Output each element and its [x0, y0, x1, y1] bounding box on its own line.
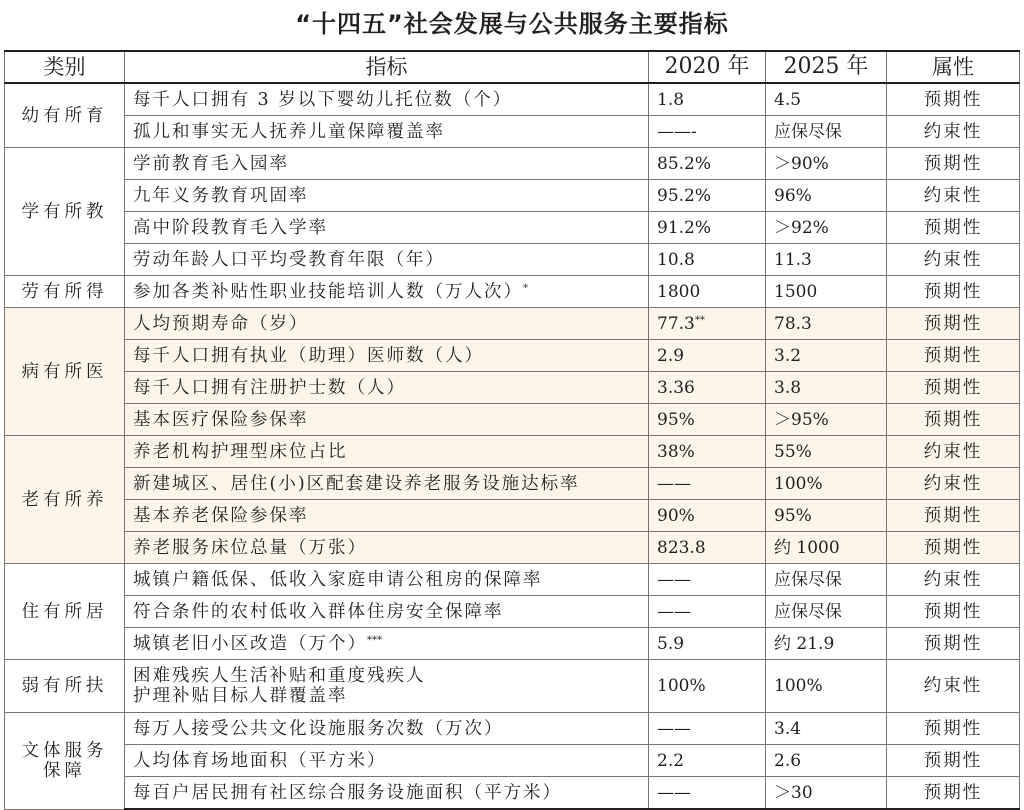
- indicator-text: 每千人口拥有执业（助理）医师数（人）: [133, 345, 484, 366]
- value-2020: ——-: [657, 121, 697, 142]
- value-2020: 95%: [657, 409, 695, 430]
- value-2025-cell: ＞30: [766, 777, 887, 810]
- indicator-text: 基本医疗保险参保率: [133, 409, 309, 430]
- value-2020: 38%: [657, 441, 695, 462]
- value-2025-cell: 3.8: [766, 372, 887, 404]
- indicator-cell: [125, 596, 649, 628]
- table-row: [5, 404, 1020, 436]
- value-2025-cell: ＞90%: [766, 148, 887, 180]
- value-2020-cell: [649, 468, 766, 500]
- value-2025-cell: ＞95%: [766, 404, 887, 436]
- value-2020: 85.2%: [657, 153, 712, 174]
- value-2020-cell: [649, 596, 766, 628]
- indicator-cell: [125, 713, 649, 745]
- value-2020-cell: [649, 244, 766, 276]
- indicator-cell: [125, 468, 649, 500]
- category-cell: 弱有所扶: [5, 660, 125, 713]
- category-cell: 住有所居: [5, 564, 125, 660]
- attribute-cell: 预期性: [887, 404, 1020, 436]
- table-body: [5, 83, 1020, 809]
- indicator-cell: [125, 745, 649, 777]
- table-row: [5, 276, 1020, 308]
- value-2020: 2.9: [657, 345, 685, 366]
- attribute-cell: 约束性: [887, 564, 1020, 596]
- value-2020: ——: [657, 601, 691, 622]
- indicator-text: 人均体育场地面积（平方米）: [133, 750, 387, 771]
- table-row: [5, 212, 1020, 244]
- value-2025-cell: 4.5: [766, 83, 887, 116]
- table-row: [5, 180, 1020, 212]
- table-row: [5, 500, 1020, 532]
- value-2025-cell: 约 21.9: [766, 628, 887, 660]
- table-row: [5, 436, 1020, 468]
- value-2020-cell: [649, 83, 766, 116]
- indicators-table: [4, 50, 1020, 810]
- table-row: [5, 745, 1020, 777]
- indicator-cell: [125, 180, 649, 212]
- table-row: [5, 532, 1020, 564]
- value-2025-cell: 100%: [766, 660, 887, 713]
- indicator-text: 每千人口拥有 3 岁以下婴幼儿托位数（个）: [133, 89, 513, 110]
- header-category: 类别: [5, 51, 125, 83]
- category-cell: 学有所教: [5, 148, 125, 276]
- value-2020: ——: [657, 782, 691, 803]
- indicator-cell: [125, 372, 649, 404]
- value-2020-cell: [649, 308, 766, 340]
- attribute-cell: 约束性: [887, 244, 1020, 276]
- value-2020-cell: [649, 340, 766, 372]
- table-row: [5, 83, 1020, 116]
- value-2020-cell: [649, 500, 766, 532]
- table-row: [5, 596, 1020, 628]
- indicator-cell: [125, 532, 649, 564]
- table-row: [5, 468, 1020, 500]
- table-row: [5, 148, 1020, 180]
- value-2020: 10.8: [657, 249, 695, 270]
- attribute-cell: 预期性: [887, 372, 1020, 404]
- value-2025-cell: 应保尽保: [766, 116, 887, 148]
- value-2020: 823.8: [657, 537, 706, 558]
- value-2020: 5.9: [657, 633, 685, 654]
- table-row: [5, 628, 1020, 660]
- attribute-cell: 预期性: [887, 713, 1020, 745]
- attribute-cell: 预期性: [887, 777, 1020, 810]
- table-row: [5, 244, 1020, 276]
- indicator-text: 养老服务床位总量（万张）: [133, 537, 367, 558]
- indicator-text: 养老机构护理型床位占比: [133, 441, 348, 462]
- header-attribute: 属性: [887, 51, 1020, 83]
- indicator-text: 基本养老保险参保率: [133, 505, 309, 526]
- footnote-mark: ***: [367, 634, 382, 646]
- value-2020-cell: [649, 276, 766, 308]
- indicator-text: 每千人口拥有注册护士数（人）: [133, 377, 406, 398]
- value-2020-cell: [649, 628, 766, 660]
- value-2025-cell: 3.4: [766, 713, 887, 745]
- indicator-text: 参加各类补贴性职业技能培训人数（万人次）: [133, 281, 523, 302]
- value-2025-cell: 96%: [766, 180, 887, 212]
- attribute-cell: 预期性: [887, 148, 1020, 180]
- value-2025-cell: 3.2: [766, 340, 887, 372]
- indicator-text: 九年义务教育巩固率: [133, 185, 309, 206]
- indicator-text: 每百户居民拥有社区综合服务设施面积（平方米）: [133, 782, 562, 803]
- table-row: [5, 116, 1020, 148]
- value-2020-cell: [649, 372, 766, 404]
- category-cell: 病有所医: [5, 308, 125, 436]
- footnote-mark: **: [694, 314, 705, 326]
- value-2020: 1800: [657, 281, 701, 302]
- attribute-cell: 约束性: [887, 180, 1020, 212]
- value-2020-cell: [649, 404, 766, 436]
- table-row: [5, 713, 1020, 745]
- value-2020-cell: [649, 564, 766, 596]
- indicator-cell: [125, 660, 649, 713]
- indicator-cell: [125, 340, 649, 372]
- value-2025-cell: 55%: [766, 436, 887, 468]
- value-2025-cell: 100%: [766, 468, 887, 500]
- value-2020: ——: [657, 718, 691, 739]
- indicator-cell: [125, 244, 649, 276]
- indicator-cell: [125, 308, 649, 340]
- indicator-text: 劳动年龄人口平均受教育年限（年）: [133, 249, 445, 270]
- value-2020: 90%: [657, 505, 695, 526]
- attribute-cell: 约束性: [887, 116, 1020, 148]
- value-2020-cell: [649, 116, 766, 148]
- table-row: [5, 372, 1020, 404]
- indicator-text: 高中阶段教育毛入学率: [133, 217, 328, 238]
- indicator-cell: [125, 148, 649, 180]
- value-2020-cell: [649, 148, 766, 180]
- attribute-cell: 预期性: [887, 276, 1020, 308]
- indicator-cell: [125, 83, 649, 116]
- indicator-text: 城镇户籍低保、低收入家庭申请公租房的保障率: [133, 569, 543, 590]
- indicator-cell: [125, 276, 649, 308]
- attribute-cell: 预期性: [887, 340, 1020, 372]
- header-2025: 2025 年: [766, 51, 887, 83]
- category-cell: 幼有所育: [5, 83, 125, 148]
- indicator-text: 每万人接受公共文化设施服务次数（万次）: [133, 718, 504, 739]
- indicator-text: 困难残疾人生活补贴和重度残疾人: [133, 666, 426, 686]
- indicator-cell: [125, 116, 649, 148]
- value-2020-cell: [649, 713, 766, 745]
- value-2025-cell: 1500: [766, 276, 887, 308]
- attribute-cell: 预期性: [887, 532, 1020, 564]
- value-2025-cell: 约 1000: [766, 532, 887, 564]
- indicator-text: 城镇老旧小区改造（万个）: [133, 633, 367, 654]
- indicator-cell: [125, 500, 649, 532]
- value-2025-cell: 95%: [766, 500, 887, 532]
- indicator-text: 孤儿和事实无人抚养儿童保障覆盖率: [133, 121, 445, 142]
- attribute-cell: 约束性: [887, 436, 1020, 468]
- value-2020: 3.36: [657, 377, 695, 398]
- table-row: [5, 777, 1020, 810]
- footnote-mark: *: [523, 282, 528, 294]
- table-row: [5, 308, 1020, 340]
- value-2020-cell: [649, 777, 766, 810]
- indicator-text: 学前教育毛入园率: [133, 153, 289, 174]
- category-cell: 老有所养: [5, 436, 125, 564]
- category-cell: 劳有所得: [5, 276, 125, 308]
- value-2020-cell: [649, 745, 766, 777]
- indicator-cell: [125, 564, 649, 596]
- value-2020: 91.2%: [657, 217, 712, 238]
- value-2020: 77.3: [657, 313, 695, 334]
- header-indicator: 指标: [125, 51, 649, 83]
- table-row: [5, 660, 1020, 713]
- value-2020: 2.2: [657, 750, 685, 771]
- attribute-cell: 预期性: [887, 308, 1020, 340]
- indicator-text-line2: 护理补贴目标人群覆盖率: [133, 686, 348, 706]
- value-2020-cell: [649, 532, 766, 564]
- value-2020: 1.8: [657, 89, 685, 110]
- header-row: [5, 51, 1020, 83]
- attribute-cell: 预期性: [887, 628, 1020, 660]
- indicator-cell: [125, 628, 649, 660]
- table-title: “十四五”社会发展与公共服务主要指标: [295, 10, 729, 38]
- table-row: [5, 564, 1020, 596]
- indicator-text: 人均预期寿命（岁）: [133, 313, 309, 334]
- indicator-cell: [125, 777, 649, 810]
- header-2020: 2020 年: [649, 51, 766, 83]
- attribute-cell: 预期性: [887, 596, 1020, 628]
- attribute-cell: 约束性: [887, 468, 1020, 500]
- value-2025-cell: 78.3: [766, 308, 887, 340]
- indicator-text: 新建城区、居住(小)区配套建设养老服务设施达标率: [133, 473, 580, 494]
- table-row: [5, 340, 1020, 372]
- attribute-cell: 预期性: [887, 745, 1020, 777]
- value-2020: 95.2%: [657, 185, 712, 206]
- indicator-cell: [125, 436, 649, 468]
- value-2020: 100%: [657, 676, 706, 696]
- value-2020-cell: [649, 180, 766, 212]
- category-cell: 文体服务保障: [5, 713, 125, 810]
- value-2025-cell: 应保尽保: [766, 596, 887, 628]
- attribute-cell: 预期性: [887, 212, 1020, 244]
- indicator-cell: [125, 404, 649, 436]
- value-2025-cell: 应保尽保: [766, 564, 887, 596]
- indicator-text: 符合条件的农村低收入群体住房安全保障率: [133, 601, 504, 622]
- attribute-cell: 约束性: [887, 660, 1020, 713]
- value-2020: ——: [657, 473, 691, 494]
- value-2020: ——: [657, 569, 691, 590]
- value-2025-cell: ＞92%: [766, 212, 887, 244]
- indicator-cell: [125, 212, 649, 244]
- value-2020-cell: [649, 212, 766, 244]
- value-2020-cell: [649, 660, 766, 713]
- attribute-cell: 预期性: [887, 500, 1020, 532]
- value-2020-cell: [649, 436, 766, 468]
- attribute-cell: 预期性: [887, 83, 1020, 116]
- value-2025-cell: 2.6: [766, 745, 887, 777]
- value-2025-cell: 11.3: [766, 244, 887, 276]
